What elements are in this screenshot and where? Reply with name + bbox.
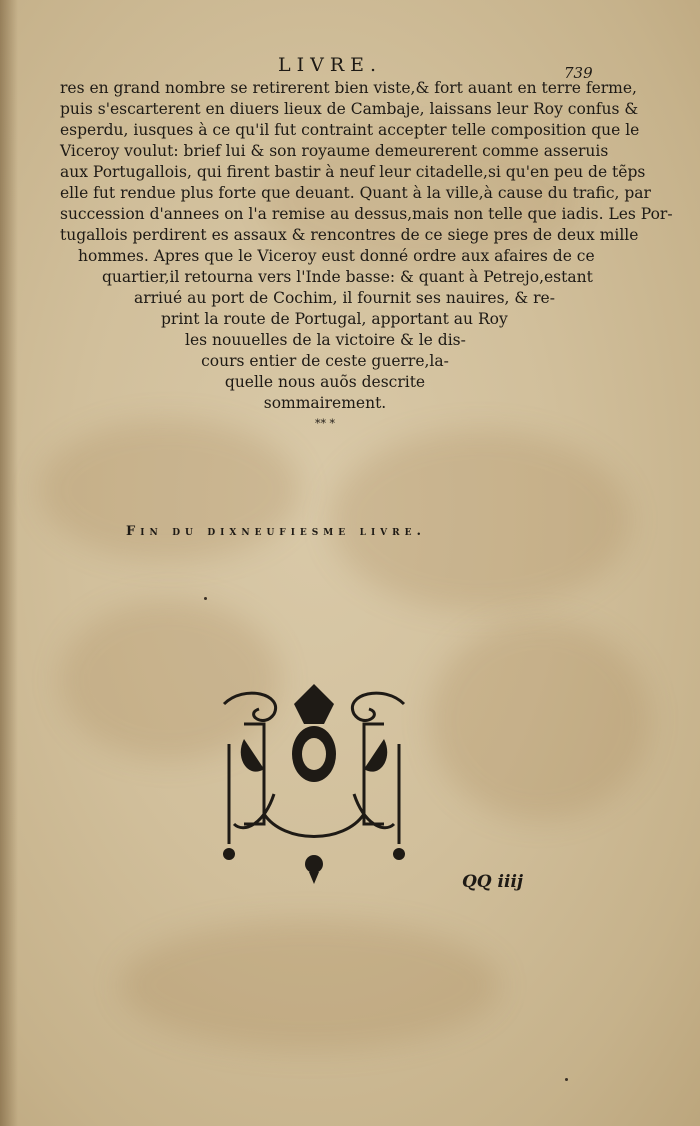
page-gutter-shadow — [0, 0, 18, 1126]
text-line: puis s'escarterent en diuers lieux de Cambaje, laissans leur Roy confus & — [60, 100, 639, 118]
asterism: ** * — [315, 417, 335, 430]
body-text — [60, 78, 673, 414]
ornament-icon — [204, 684, 424, 884]
text-line: Viceroy voulut: brief lui & son royaume demeurerent comme asseruis — [60, 142, 609, 160]
text-line: print la route de Portugal, apportant au Roy — [161, 310, 508, 328]
text-line: elle fut rendue plus forte que deuant. Quant à la ville,à cause du trafic, par — [60, 184, 651, 202]
colophon: Fin du dixneufiesme livre. — [126, 524, 426, 539]
text-line: quelle nous auõs descrite — [224, 373, 426, 391]
text-line: les nouuelles de la victoire & le dis- — [185, 331, 466, 349]
text-line: hommes. Apres que le Viceroy eust donné ordre aux afaires de ce — [78, 247, 595, 265]
text-line: tugallois perdirent es assaux & rencontres de ce siege pres de deux mille — [60, 226, 639, 244]
text-line: succession d'annees on l'a remise au dessus,mais non telle que iadis. Les Por- — [60, 205, 673, 223]
text-line: quartier,il retourna vers l'Inde basse: & quant à Petrejo,estant — [102, 268, 593, 286]
text-line: cours entier de ceste guerre,la- — [201, 352, 449, 370]
ink-speck — [204, 597, 207, 600]
ink-speck — [565, 1078, 568, 1081]
text-line: res en grand nombre se retirerent bien viste,& fort auant en terre ferme, — [60, 79, 637, 97]
folio-number: 739 — [564, 64, 593, 82]
text-line: aux Portugallois, qui firent bastir à neuf leur citadelle,si qu'en peu de tẽps — [60, 163, 646, 181]
running-head: LIVRE. — [277, 54, 383, 76]
text-line: arriué au port de Cochim, il fournit ses nauires, & re- — [134, 289, 555, 307]
text-line: esperdu, iusques à ce qu'il fut contraint accepter telle composition que le — [60, 121, 640, 139]
signature-mark: QQ iiij — [462, 872, 524, 892]
text-line: sommairement. — [263, 394, 387, 412]
